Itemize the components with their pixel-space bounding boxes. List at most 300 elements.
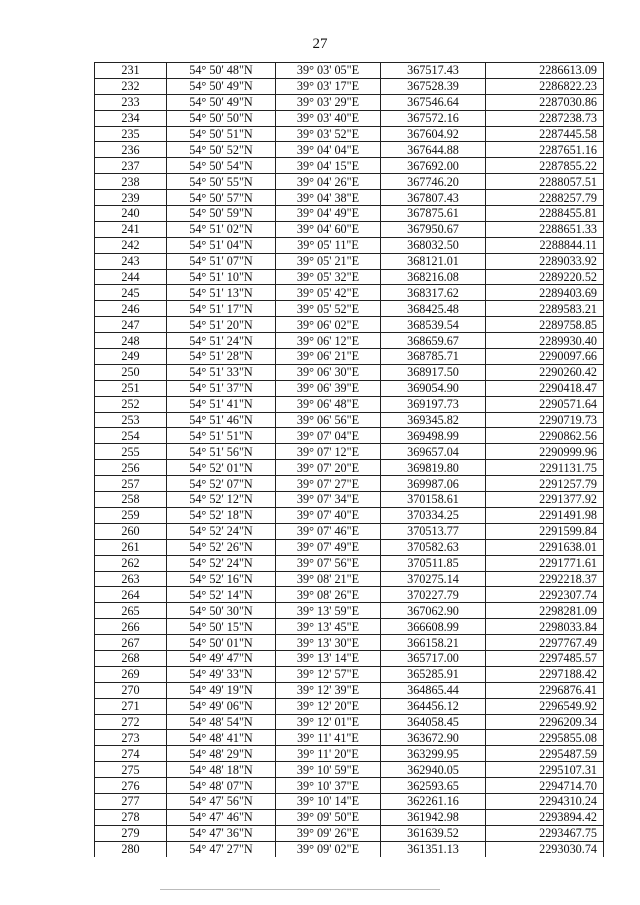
- x-coordinate-cell: 370227.79: [381, 587, 486, 603]
- point-number-cell: 270: [95, 682, 167, 698]
- latitude-cell: 54° 47' 56"N: [167, 793, 276, 809]
- table-row: [95, 714, 604, 730]
- latitude-cell: 54° 49' 33"N: [167, 666, 276, 682]
- point-number-cell: 251: [95, 380, 167, 396]
- table-row: [95, 603, 604, 619]
- x-coordinate-cell: 367604.92: [381, 126, 486, 142]
- table-row: [95, 698, 604, 714]
- latitude-cell: 54° 52' 16"N: [167, 571, 276, 587]
- y-coordinate-cell: 2287445.58: [486, 126, 604, 142]
- y-coordinate-cell: 2293467.75: [486, 825, 604, 841]
- y-coordinate-cell: 2297188.42: [486, 666, 604, 682]
- x-coordinate-cell: 367546.64: [381, 94, 486, 110]
- longitude-cell: 39° 06' 02"E: [276, 317, 381, 333]
- table-row: [95, 507, 604, 523]
- table-row: [95, 555, 604, 571]
- y-coordinate-cell: 2290571.64: [486, 396, 604, 412]
- point-number-cell: 261: [95, 539, 167, 555]
- y-coordinate-cell: 2287855.22: [486, 158, 604, 174]
- x-coordinate-cell: 362940.05: [381, 762, 486, 778]
- longitude-cell: 39° 13' 14"E: [276, 650, 381, 666]
- y-coordinate-cell: 2287651.16: [486, 142, 604, 158]
- x-coordinate-cell: 367746.20: [381, 174, 486, 190]
- latitude-cell: 54° 52' 14"N: [167, 587, 276, 603]
- latitude-cell: 54° 50' 57"N: [167, 190, 276, 206]
- longitude-cell: 39° 09' 02"E: [276, 841, 381, 856]
- y-coordinate-cell: 2291638.01: [486, 539, 604, 555]
- y-coordinate-cell: 2291131.75: [486, 460, 604, 476]
- latitude-cell: 54° 52' 12"N: [167, 492, 276, 508]
- table-row: [95, 174, 604, 190]
- y-coordinate-cell: 2289403.69: [486, 285, 604, 301]
- y-coordinate-cell: 2297767.49: [486, 635, 604, 651]
- point-number-cell: 266: [95, 619, 167, 635]
- table-row: [95, 142, 604, 158]
- latitude-cell: 54° 50' 49"N: [167, 78, 276, 94]
- latitude-cell: 54° 51' 02"N: [167, 221, 276, 237]
- x-coordinate-cell: 367517.43: [381, 63, 486, 79]
- x-coordinate-cell: 365717.00: [381, 650, 486, 666]
- longitude-cell: 39° 10' 14"E: [276, 793, 381, 809]
- latitude-cell: 54° 50' 59"N: [167, 206, 276, 222]
- y-coordinate-cell: 2291491.98: [486, 507, 604, 523]
- longitude-cell: 39° 05' 32"E: [276, 269, 381, 285]
- y-coordinate-cell: 2286822.23: [486, 78, 604, 94]
- y-coordinate-cell: 2290862.56: [486, 428, 604, 444]
- y-coordinate-cell: 2287030.86: [486, 94, 604, 110]
- latitude-cell: 54° 52' 24"N: [167, 555, 276, 571]
- y-coordinate-cell: 2288257.79: [486, 190, 604, 206]
- latitude-cell: 54° 50' 52"N: [167, 142, 276, 158]
- table-row: [95, 285, 604, 301]
- latitude-cell: 54° 48' 18"N: [167, 762, 276, 778]
- longitude-cell: 39° 05' 52"E: [276, 301, 381, 317]
- latitude-cell: 54° 51' 07"N: [167, 253, 276, 269]
- point-number-cell: 275: [95, 762, 167, 778]
- latitude-cell: 54° 49' 19"N: [167, 682, 276, 698]
- point-number-cell: 242: [95, 237, 167, 253]
- longitude-cell: 39° 11' 20"E: [276, 746, 381, 762]
- y-coordinate-cell: 2296876.41: [486, 682, 604, 698]
- latitude-cell: 54° 47' 27"N: [167, 841, 276, 856]
- point-number-cell: 239: [95, 190, 167, 206]
- table-row: [95, 158, 604, 174]
- table-row: [95, 110, 604, 126]
- x-coordinate-cell: 368032.50: [381, 237, 486, 253]
- latitude-cell: 54° 51' 24"N: [167, 333, 276, 349]
- x-coordinate-cell: 369197.73: [381, 396, 486, 412]
- table-row: [95, 841, 604, 856]
- latitude-cell: 54° 50' 49"N: [167, 94, 276, 110]
- table-row: [95, 476, 604, 492]
- x-coordinate-cell: 368917.50: [381, 364, 486, 380]
- y-coordinate-cell: 2293894.42: [486, 809, 604, 825]
- latitude-cell: 54° 50' 01"N: [167, 635, 276, 651]
- longitude-cell: 39° 07' 27"E: [276, 476, 381, 492]
- latitude-cell: 54° 51' 17"N: [167, 301, 276, 317]
- point-number-cell: 246: [95, 301, 167, 317]
- y-coordinate-cell: 2292218.37: [486, 571, 604, 587]
- latitude-cell: 54° 50' 50"N: [167, 110, 276, 126]
- longitude-cell: 39° 05' 11"E: [276, 237, 381, 253]
- latitude-cell: 54° 48' 29"N: [167, 746, 276, 762]
- x-coordinate-cell: 367950.67: [381, 221, 486, 237]
- table-row: [95, 190, 604, 206]
- table-row: [95, 825, 604, 841]
- y-coordinate-cell: 2289930.40: [486, 333, 604, 349]
- latitude-cell: 54° 51' 56"N: [167, 444, 276, 460]
- table-row: [95, 126, 604, 142]
- table-row: [95, 94, 604, 110]
- y-coordinate-cell: 2290719.73: [486, 412, 604, 428]
- longitude-cell: 39° 11' 41"E: [276, 730, 381, 746]
- point-number-cell: 272: [95, 714, 167, 730]
- x-coordinate-cell: 368785.71: [381, 349, 486, 365]
- x-coordinate-cell: 368216.08: [381, 269, 486, 285]
- longitude-cell: 39° 13' 30"E: [276, 635, 381, 651]
- x-coordinate-cell: 363672.90: [381, 730, 486, 746]
- longitude-cell: 39° 07' 49"E: [276, 539, 381, 555]
- point-number-cell: 253: [95, 412, 167, 428]
- table-row: [95, 380, 604, 396]
- point-number-cell: 267: [95, 635, 167, 651]
- y-coordinate-cell: 2296549.92: [486, 698, 604, 714]
- point-number-cell: 268: [95, 650, 167, 666]
- y-coordinate-cell: 2298281.09: [486, 603, 604, 619]
- x-coordinate-cell: 369819.80: [381, 460, 486, 476]
- longitude-cell: 39° 06' 56"E: [276, 412, 381, 428]
- x-coordinate-cell: 369345.82: [381, 412, 486, 428]
- latitude-cell: 54° 52' 07"N: [167, 476, 276, 492]
- table-row: [95, 809, 604, 825]
- table-row: [95, 301, 604, 317]
- point-number-cell: 277: [95, 793, 167, 809]
- y-coordinate-cell: 2293030.74: [486, 841, 604, 856]
- x-coordinate-cell: 363299.95: [381, 746, 486, 762]
- latitude-cell: 54° 52' 01"N: [167, 460, 276, 476]
- table-row: [95, 396, 604, 412]
- table-row: [95, 460, 604, 476]
- x-coordinate-cell: 369987.06: [381, 476, 486, 492]
- coordinates-table: [94, 62, 604, 857]
- point-number-cell: 269: [95, 666, 167, 682]
- x-coordinate-cell: 367572.16: [381, 110, 486, 126]
- point-number-cell: 235: [95, 126, 167, 142]
- longitude-cell: 39° 03' 40"E: [276, 110, 381, 126]
- y-coordinate-cell: 2295855.08: [486, 730, 604, 746]
- y-coordinate-cell: 2289033.92: [486, 253, 604, 269]
- y-coordinate-cell: 2294310.24: [486, 793, 604, 809]
- table-row: [95, 793, 604, 809]
- table-row: [95, 571, 604, 587]
- latitude-cell: 54° 50' 55"N: [167, 174, 276, 190]
- longitude-cell: 39° 13' 59"E: [276, 603, 381, 619]
- longitude-cell: 39° 12' 20"E: [276, 698, 381, 714]
- point-number-cell: 279: [95, 825, 167, 841]
- table-row: [95, 635, 604, 651]
- longitude-cell: 39° 03' 52"E: [276, 126, 381, 142]
- y-coordinate-cell: 2292307.74: [486, 587, 604, 603]
- longitude-cell: 39° 04' 04"E: [276, 142, 381, 158]
- x-coordinate-cell: 361639.52: [381, 825, 486, 841]
- longitude-cell: 39° 08' 26"E: [276, 587, 381, 603]
- longitude-cell: 39° 04' 15"E: [276, 158, 381, 174]
- table-row: [95, 78, 604, 94]
- latitude-cell: 54° 51' 28"N: [167, 349, 276, 365]
- x-coordinate-cell: 370334.25: [381, 507, 486, 523]
- point-number-cell: 262: [95, 555, 167, 571]
- point-number-cell: 240: [95, 206, 167, 222]
- latitude-cell: 54° 50' 51"N: [167, 126, 276, 142]
- y-coordinate-cell: 2294714.70: [486, 778, 604, 794]
- x-coordinate-cell: 367692.00: [381, 158, 486, 174]
- x-coordinate-cell: 367875.61: [381, 206, 486, 222]
- y-coordinate-cell: 2291377.92: [486, 492, 604, 508]
- point-number-cell: 243: [95, 253, 167, 269]
- x-coordinate-cell: 368425.48: [381, 301, 486, 317]
- point-number-cell: 274: [95, 746, 167, 762]
- table-row: [95, 539, 604, 555]
- y-coordinate-cell: 2286613.09: [486, 63, 604, 79]
- table-row: [95, 237, 604, 253]
- latitude-cell: 54° 50' 48"N: [167, 63, 276, 79]
- table-row: [95, 364, 604, 380]
- latitude-cell: 54° 49' 47"N: [167, 650, 276, 666]
- point-number-cell: 247: [95, 317, 167, 333]
- table-row: [95, 221, 604, 237]
- point-number-cell: 245: [95, 285, 167, 301]
- longitude-cell: 39° 04' 38"E: [276, 190, 381, 206]
- x-coordinate-cell: 370158.61: [381, 492, 486, 508]
- point-number-cell: 278: [95, 809, 167, 825]
- x-coordinate-cell: 368317.62: [381, 285, 486, 301]
- x-coordinate-cell: 370275.14: [381, 571, 486, 587]
- y-coordinate-cell: 2296209.34: [486, 714, 604, 730]
- latitude-cell: 54° 51' 10"N: [167, 269, 276, 285]
- latitude-cell: 54° 51' 37"N: [167, 380, 276, 396]
- longitude-cell: 39° 06' 21"E: [276, 349, 381, 365]
- longitude-cell: 39° 04' 60"E: [276, 221, 381, 237]
- longitude-cell: 39° 10' 59"E: [276, 762, 381, 778]
- table-row: [95, 762, 604, 778]
- longitude-cell: 39° 07' 20"E: [276, 460, 381, 476]
- point-number-cell: 249: [95, 349, 167, 365]
- table-row: [95, 428, 604, 444]
- x-coordinate-cell: 369054.90: [381, 380, 486, 396]
- latitude-cell: 54° 48' 54"N: [167, 714, 276, 730]
- latitude-cell: 54° 50' 30"N: [167, 603, 276, 619]
- longitude-cell: 39° 04' 26"E: [276, 174, 381, 190]
- y-coordinate-cell: 2295107.31: [486, 762, 604, 778]
- x-coordinate-cell: 366158.21: [381, 635, 486, 651]
- latitude-cell: 54° 51' 51"N: [167, 428, 276, 444]
- point-number-cell: 271: [95, 698, 167, 714]
- longitude-cell: 39° 07' 34"E: [276, 492, 381, 508]
- longitude-cell: 39° 08' 21"E: [276, 571, 381, 587]
- x-coordinate-cell: 364865.44: [381, 682, 486, 698]
- x-coordinate-cell: 370513.77: [381, 523, 486, 539]
- point-number-cell: 238: [95, 174, 167, 190]
- longitude-cell: 39° 06' 48"E: [276, 396, 381, 412]
- longitude-cell: 39° 07' 56"E: [276, 555, 381, 571]
- table-row: [95, 730, 604, 746]
- longitude-cell: 39° 12' 57"E: [276, 666, 381, 682]
- point-number-cell: 232: [95, 78, 167, 94]
- y-coordinate-cell: 2288057.51: [486, 174, 604, 190]
- longitude-cell: 39° 04' 49"E: [276, 206, 381, 222]
- y-coordinate-cell: 2295487.59: [486, 746, 604, 762]
- latitude-cell: 54° 50' 15"N: [167, 619, 276, 635]
- table-row: [95, 333, 604, 349]
- table-row: [95, 682, 604, 698]
- table-row: [95, 206, 604, 222]
- x-coordinate-cell: 364058.45: [381, 714, 486, 730]
- x-coordinate-cell: 368659.67: [381, 333, 486, 349]
- table-row: [95, 253, 604, 269]
- point-number-cell: 258: [95, 492, 167, 508]
- table-row: [95, 746, 604, 762]
- x-coordinate-cell: 367528.39: [381, 78, 486, 94]
- latitude-cell: 54° 51' 20"N: [167, 317, 276, 333]
- y-coordinate-cell: 2289220.52: [486, 269, 604, 285]
- y-coordinate-cell: 2288844.11: [486, 237, 604, 253]
- table-row: [95, 63, 604, 79]
- y-coordinate-cell: 2297485.57: [486, 650, 604, 666]
- point-number-cell: 252: [95, 396, 167, 412]
- point-number-cell: 263: [95, 571, 167, 587]
- longitude-cell: 39° 07' 12"E: [276, 444, 381, 460]
- y-coordinate-cell: 2290999.96: [486, 444, 604, 460]
- x-coordinate-cell: 368121.01: [381, 253, 486, 269]
- x-coordinate-cell: 367807.43: [381, 190, 486, 206]
- y-coordinate-cell: 2289758.85: [486, 317, 604, 333]
- latitude-cell: 54° 47' 46"N: [167, 809, 276, 825]
- y-coordinate-cell: 2291257.79: [486, 476, 604, 492]
- longitude-cell: 39° 07' 46"E: [276, 523, 381, 539]
- y-coordinate-cell: 2289583.21: [486, 301, 604, 317]
- table-row: [95, 650, 604, 666]
- table-row: [95, 666, 604, 682]
- x-coordinate-cell: 361351.13: [381, 841, 486, 856]
- table-row: [95, 412, 604, 428]
- x-coordinate-cell: 370582.63: [381, 539, 486, 555]
- longitude-cell: 39° 07' 40"E: [276, 507, 381, 523]
- point-number-cell: 276: [95, 778, 167, 794]
- point-number-cell: 248: [95, 333, 167, 349]
- latitude-cell: 54° 49' 06"N: [167, 698, 276, 714]
- x-coordinate-cell: 368539.54: [381, 317, 486, 333]
- longitude-cell: 39° 05' 21"E: [276, 253, 381, 269]
- point-number-cell: 237: [95, 158, 167, 174]
- latitude-cell: 54° 51' 13"N: [167, 285, 276, 301]
- point-number-cell: 250: [95, 364, 167, 380]
- latitude-cell: 54° 51' 41"N: [167, 396, 276, 412]
- footer-rule: [160, 889, 440, 890]
- latitude-cell: 54° 47' 36"N: [167, 825, 276, 841]
- x-coordinate-cell: 366608.99: [381, 619, 486, 635]
- y-coordinate-cell: 2287238.73: [486, 110, 604, 126]
- longitude-cell: 39° 10' 37"E: [276, 778, 381, 794]
- longitude-cell: 39° 03' 29"E: [276, 94, 381, 110]
- point-number-cell: 244: [95, 269, 167, 285]
- point-number-cell: 259: [95, 507, 167, 523]
- longitude-cell: 39° 09' 50"E: [276, 809, 381, 825]
- latitude-cell: 54° 48' 41"N: [167, 730, 276, 746]
- x-coordinate-cell: 367062.90: [381, 603, 486, 619]
- longitude-cell: 39° 06' 30"E: [276, 364, 381, 380]
- point-number-cell: 233: [95, 94, 167, 110]
- point-number-cell: 257: [95, 476, 167, 492]
- latitude-cell: 54° 52' 26"N: [167, 539, 276, 555]
- y-coordinate-cell: 2290260.42: [486, 364, 604, 380]
- table-row: [95, 587, 604, 603]
- point-number-cell: 256: [95, 460, 167, 476]
- x-coordinate-cell: 362261.16: [381, 793, 486, 809]
- table-row: [95, 349, 604, 365]
- y-coordinate-cell: 2291599.84: [486, 523, 604, 539]
- table-row: [95, 619, 604, 635]
- table-row: [95, 492, 604, 508]
- latitude-cell: 54° 51' 46"N: [167, 412, 276, 428]
- longitude-cell: 39° 06' 39"E: [276, 380, 381, 396]
- point-number-cell: 255: [95, 444, 167, 460]
- point-number-cell: 236: [95, 142, 167, 158]
- x-coordinate-cell: 367644.88: [381, 142, 486, 158]
- table-row: [95, 523, 604, 539]
- latitude-cell: 54° 50' 54"N: [167, 158, 276, 174]
- x-coordinate-cell: 362593.65: [381, 778, 486, 794]
- point-number-cell: 254: [95, 428, 167, 444]
- table-row: [95, 444, 604, 460]
- point-number-cell: 264: [95, 587, 167, 603]
- x-coordinate-cell: 361942.98: [381, 809, 486, 825]
- longitude-cell: 39° 12' 01"E: [276, 714, 381, 730]
- point-number-cell: 273: [95, 730, 167, 746]
- latitude-cell: 54° 52' 24"N: [167, 523, 276, 539]
- longitude-cell: 39° 03' 05"E: [276, 63, 381, 79]
- y-coordinate-cell: 2290418.47: [486, 380, 604, 396]
- x-coordinate-cell: 369657.04: [381, 444, 486, 460]
- point-number-cell: 231: [95, 63, 167, 79]
- longitude-cell: 39° 07' 04"E: [276, 428, 381, 444]
- point-number-cell: 234: [95, 110, 167, 126]
- longitude-cell: 39° 03' 17"E: [276, 78, 381, 94]
- point-number-cell: 260: [95, 523, 167, 539]
- latitude-cell: 54° 52' 18"N: [167, 507, 276, 523]
- longitude-cell: 39° 12' 39"E: [276, 682, 381, 698]
- longitude-cell: 39° 05' 42"E: [276, 285, 381, 301]
- x-coordinate-cell: 369498.99: [381, 428, 486, 444]
- x-coordinate-cell: 364456.12: [381, 698, 486, 714]
- point-number-cell: 241: [95, 221, 167, 237]
- point-number-cell: 280: [95, 841, 167, 856]
- y-coordinate-cell: 2290097.66: [486, 349, 604, 365]
- y-coordinate-cell: 2291771.61: [486, 555, 604, 571]
- latitude-cell: 54° 51' 33"N: [167, 364, 276, 380]
- x-coordinate-cell: 370511.85: [381, 555, 486, 571]
- longitude-cell: 39° 09' 26"E: [276, 825, 381, 841]
- table-row: [95, 778, 604, 794]
- y-coordinate-cell: 2288651.33: [486, 221, 604, 237]
- table-row: [95, 269, 604, 285]
- x-coordinate-cell: 365285.91: [381, 666, 486, 682]
- longitude-cell: 39° 06' 12"E: [276, 333, 381, 349]
- page-number: 27: [312, 36, 328, 52]
- y-coordinate-cell: 2298033.84: [486, 619, 604, 635]
- latitude-cell: 54° 48' 07"N: [167, 778, 276, 794]
- y-coordinate-cell: 2288455.81: [486, 206, 604, 222]
- point-number-cell: 265: [95, 603, 167, 619]
